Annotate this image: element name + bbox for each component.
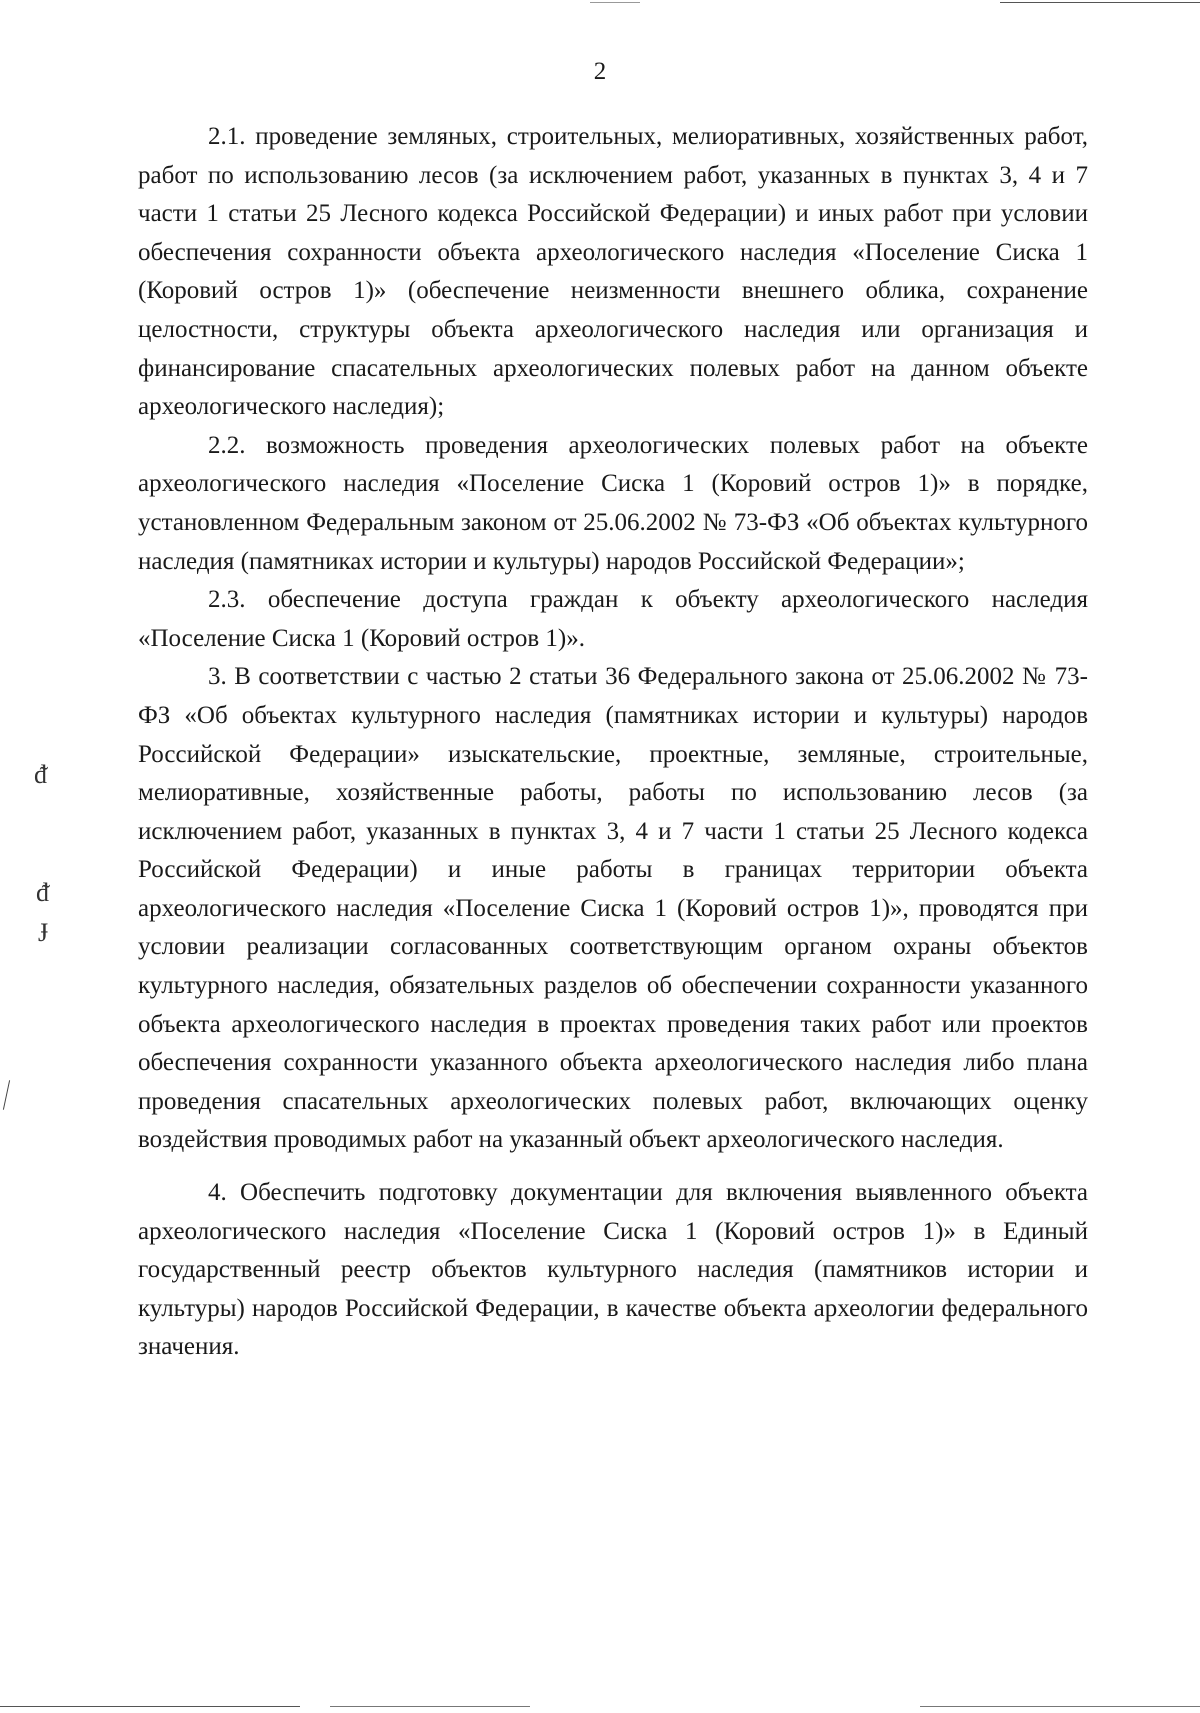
margin-scribble-mark: ᵭ [36, 878, 49, 907]
scan-bottom-rule [0, 1706, 300, 1707]
document-body [138, 118, 1088, 1367]
margin-scribble-mark: Ɉ [38, 918, 49, 947]
margin-stray-line [3, 1080, 10, 1110]
scan-top-rule-faint [590, 2, 640, 3]
paragraph-4: 4. Обеспечить подготовку документации для включения выявленного объекта археологического наследия «Поселение Сиска 1 (Коровий остров 1)» в Единый государственный реестр объектов культурного наследия (памятников истории и культуры) народов Российской Федерации, в качестве объекта археологии федерального значения. [138, 1179, 1088, 1361]
margin-scribble-mark: ᵭ [34, 760, 47, 789]
paragraph-2-1: 2.1. проведение земляных, строительных, мелиоративных, хозяйственных работ, работ по использованию лесов (за исключением работ, указанных в пунктах 3, 4 и 7 части 1 статьи 25 Лесного кодекса Российской Федерации) и иных работ при условии обеспечения сохранности объекта археологического наследия «Поселение Сиска 1 (Коровий остров 1)» (обеспечение неизменности внешнего облика, сохранение целостности, структуры объекта археологического наследия или организация и финансирование спасательных археологических полевых работ на данном объекте археологического наследия); [138, 123, 1088, 421]
paragraph-2-3: 2.3. обеспечение доступа граждан к объекту археологического наследия «Поселение Сиска 1 (Коровий остров 1)». [138, 586, 1088, 652]
scan-top-rule [1000, 2, 1200, 3]
scan-bottom-rule-2 [330, 1706, 530, 1707]
paragraph-gap [138, 1160, 1088, 1174]
paragraph-3: 3. В соответствии с частью 2 статьи 36 Федерального закона от 25.06.2002 № 73-ФЗ «Об объектах культурного наследия (памятниках истории и культуры) народов Российской Федерации» изыскательские, проектные, земляные, строительные, мелиоративные, хозяйственные работы, работы по использованию лесов (за исключением работ, указанных в пунктах 3, 4 и 7 части 1 статьи 25 Лесного кодекса Российской Федерации) и иные работы в границах территории объекта археологического наследия «Поселение Сиска 1 (Коровий остров 1)», проводятся при условии реализации согласованных соответствующим органом охраны объектов культурного наследия, обязательных разделов об обеспечении сохранности указанного объекта археологического наследия в проектах проведения таких работ или проектов обеспечения сохранности указанного объекта археологического наследия либо плана проведения спасательных археологических полевых работ, включающих оценку воздействия проводимых работ на указанный объект археологического наследия. [138, 663, 1088, 1154]
paragraph-2-2: 2.2. возможность проведения археологических полевых работ на объекте археологического наследия «Поселение Сиска 1 (Коровий остров 1)» в порядке, установленном Федеральным законом от 25.06.2002 № 73-ФЗ «Об объектах культурного наследия (памятниках истории и культуры) народов Российской Федерации»; [138, 431, 1088, 575]
page-number: 2 [593, 58, 607, 85]
scan-bottom-rule-3 [920, 1706, 1200, 1707]
